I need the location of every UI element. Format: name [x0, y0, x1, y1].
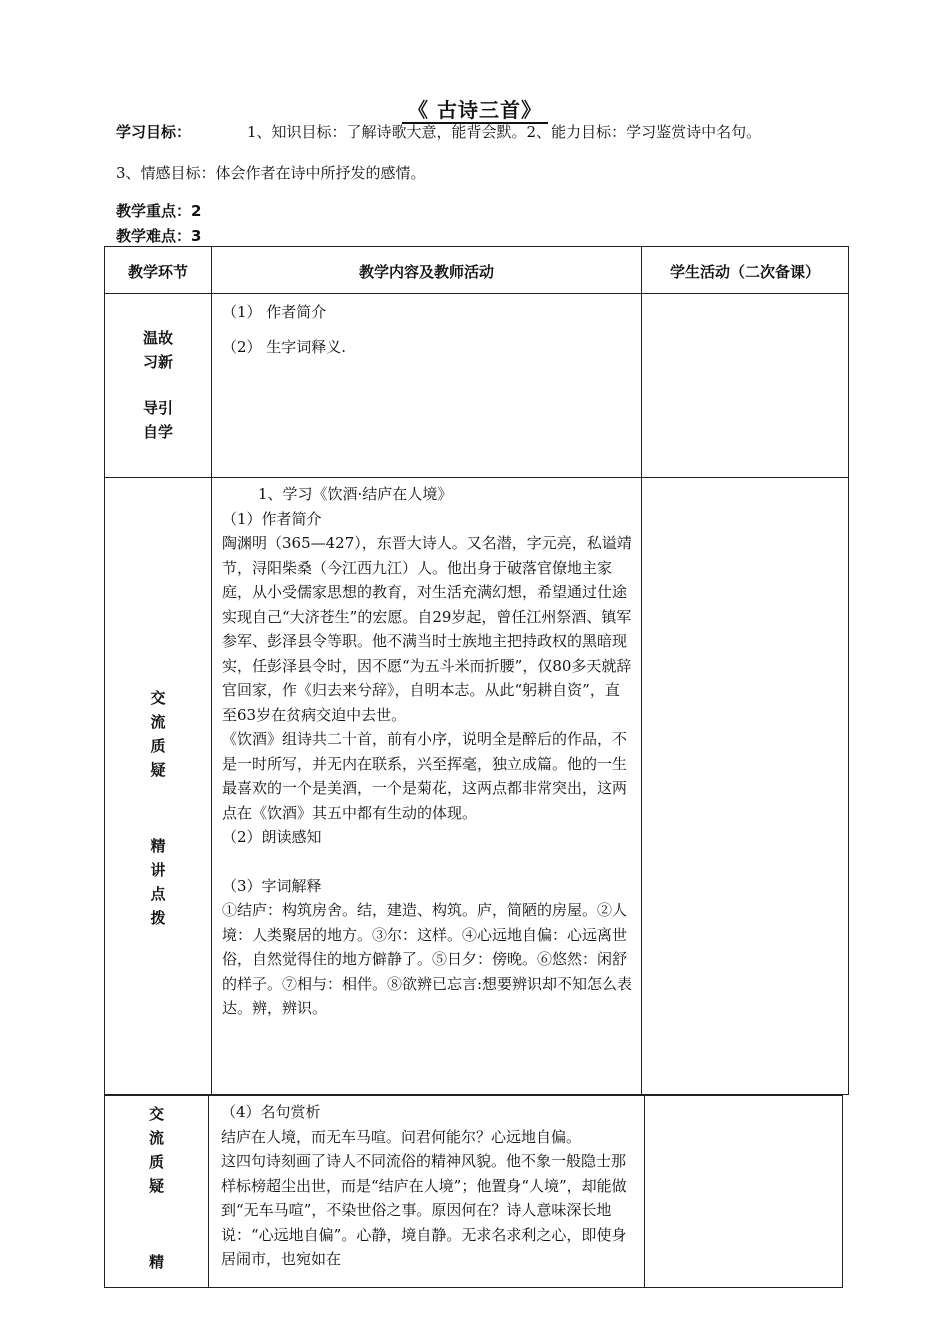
stage-text: 精 [148, 1253, 164, 1271]
stage-text: 疑 [150, 761, 166, 779]
stage-text: 习新 [142, 353, 173, 371]
stage-cell [105, 1096, 209, 1288]
content-line: （2） 生字词释义. [222, 337, 347, 356]
objectives-text-2: 3、情感目标：体会作者在诗中所抒发的感情。 [116, 164, 426, 182]
objectives-label: 学习目标： [116, 123, 192, 141]
table-row [105, 294, 849, 478]
table-header-row [105, 247, 849, 294]
subheading: （4）名句赏析 [221, 1103, 321, 1121]
quote: 结庐在人境，而无车马喧。问君何能尔？心远地自偏。 [221, 1127, 582, 1146]
poem-intro: 《饮酒》组诗共二十首，前有小序，说明全是醉后的作品，不是一时所写，并无内在联系，兴至挥毫，独立成篇。他的一生最喜欢的一个是美酒，一个是菊花，这两点都非常突出，这两点在《饮酒》其五中都有生动的体现。 [222, 730, 628, 822]
header-stage: 教学环节 [105, 247, 212, 294]
stage-text: 交 [150, 689, 166, 707]
header-content: 教学内容及教师活动 [212, 247, 642, 294]
glossary: ①结庐：构筑房舍。结，建造、构筑。庐，简陋的房屋。②人境：人类聚居的地方。③尔：这样。④心远地自偏：心远离世俗，自然觉得住的地方僻静了。⑤日夕：傍晚。⑥悠然：闲舒的样子。⑦相与：相伴。⑧欲辨已忘言:想要辨识却不知怎么表达。辨，辨识。 [222, 901, 633, 1017]
content-cell [212, 294, 642, 478]
analysis: 这四句诗刻画了诗人不同流俗的精神风貌。他不象一般隐士那样标榜超尘出世，而是“结庐在人境”；他置身“人境”，却能做到“无车马喧”，不染世俗之事。原因何在？诗人意味深长地说：“心远地自偏”。心静，境自静。无求名求利之心，即使身居闹市，也宛如在 [221, 1152, 627, 1268]
stage-cell [105, 294, 212, 478]
subheading: （3）字词解释 [222, 876, 322, 895]
content-line: （1） 作者简介 [222, 303, 327, 321]
stage-text: 拨 [150, 909, 166, 927]
objectives-text-1: 1、知识目标：了解诗歌大意，能背会默。2、能力目标：学习鉴赏诗中名句。 [247, 123, 762, 141]
stage-text: 流 [150, 713, 166, 731]
lesson-table-continued [104, 1095, 843, 1288]
student-cell [645, 1096, 843, 1288]
content-cell [212, 478, 642, 1095]
subheading: （2）朗读感知 [222, 828, 322, 846]
difficulty: 教学难点：3 [116, 227, 202, 245]
student-cell [642, 478, 849, 1095]
student-cell [642, 294, 849, 478]
stage-text: 质 [148, 1153, 164, 1171]
stage-text: 点 [150, 885, 166, 903]
author-bio: 陶渊明（365—427），东晋大诗人。又名潜，字元亮，私谥靖节，浔阳柴桑（今江西九江）人。他出身于破落官僚地主家庭，从小受儒家思想的教育，对生活充满幻想，希望通过仕途实现自己“大济苍生”的宏愿。自29岁起，曾任江州祭酒、镇军参军、彭泽县令等职。他不满当时士族地主把持政权的黑暗现实，任彭泽县令时，因不愿“为五斗米而折腰”，仅80多天就辞官回家，作《归去来兮辞》，自明本志。从此“躬耕自资”，直至63岁在贫病交迫中去世。 [222, 534, 632, 724]
stage-text: 疑 [148, 1177, 164, 1195]
stage-text: 精 [150, 837, 166, 855]
document-title: 《 古诗三首》 [0, 94, 950, 123]
header-student: 学生活动（二次备课） [642, 247, 849, 294]
stage-cell [105, 478, 212, 1095]
stage-text: 讲 [150, 861, 166, 879]
stage-text: 流 [148, 1129, 164, 1147]
subheading: （1）作者简介 [222, 509, 322, 528]
stage-text: 导引 [142, 399, 173, 417]
key-point: 教学重点：2 [116, 202, 202, 220]
stage-text: 质 [150, 737, 166, 755]
stage-text: 温故 [142, 329, 173, 347]
lesson-table [104, 246, 849, 1095]
stage-text: 交 [148, 1105, 164, 1123]
table-row [105, 478, 849, 1095]
section-heading: 1、学习《饮酒·结庐在人境》 [258, 485, 453, 503]
table-row [105, 1096, 843, 1288]
stage-text: 自学 [142, 423, 173, 441]
content-cell [209, 1096, 645, 1288]
